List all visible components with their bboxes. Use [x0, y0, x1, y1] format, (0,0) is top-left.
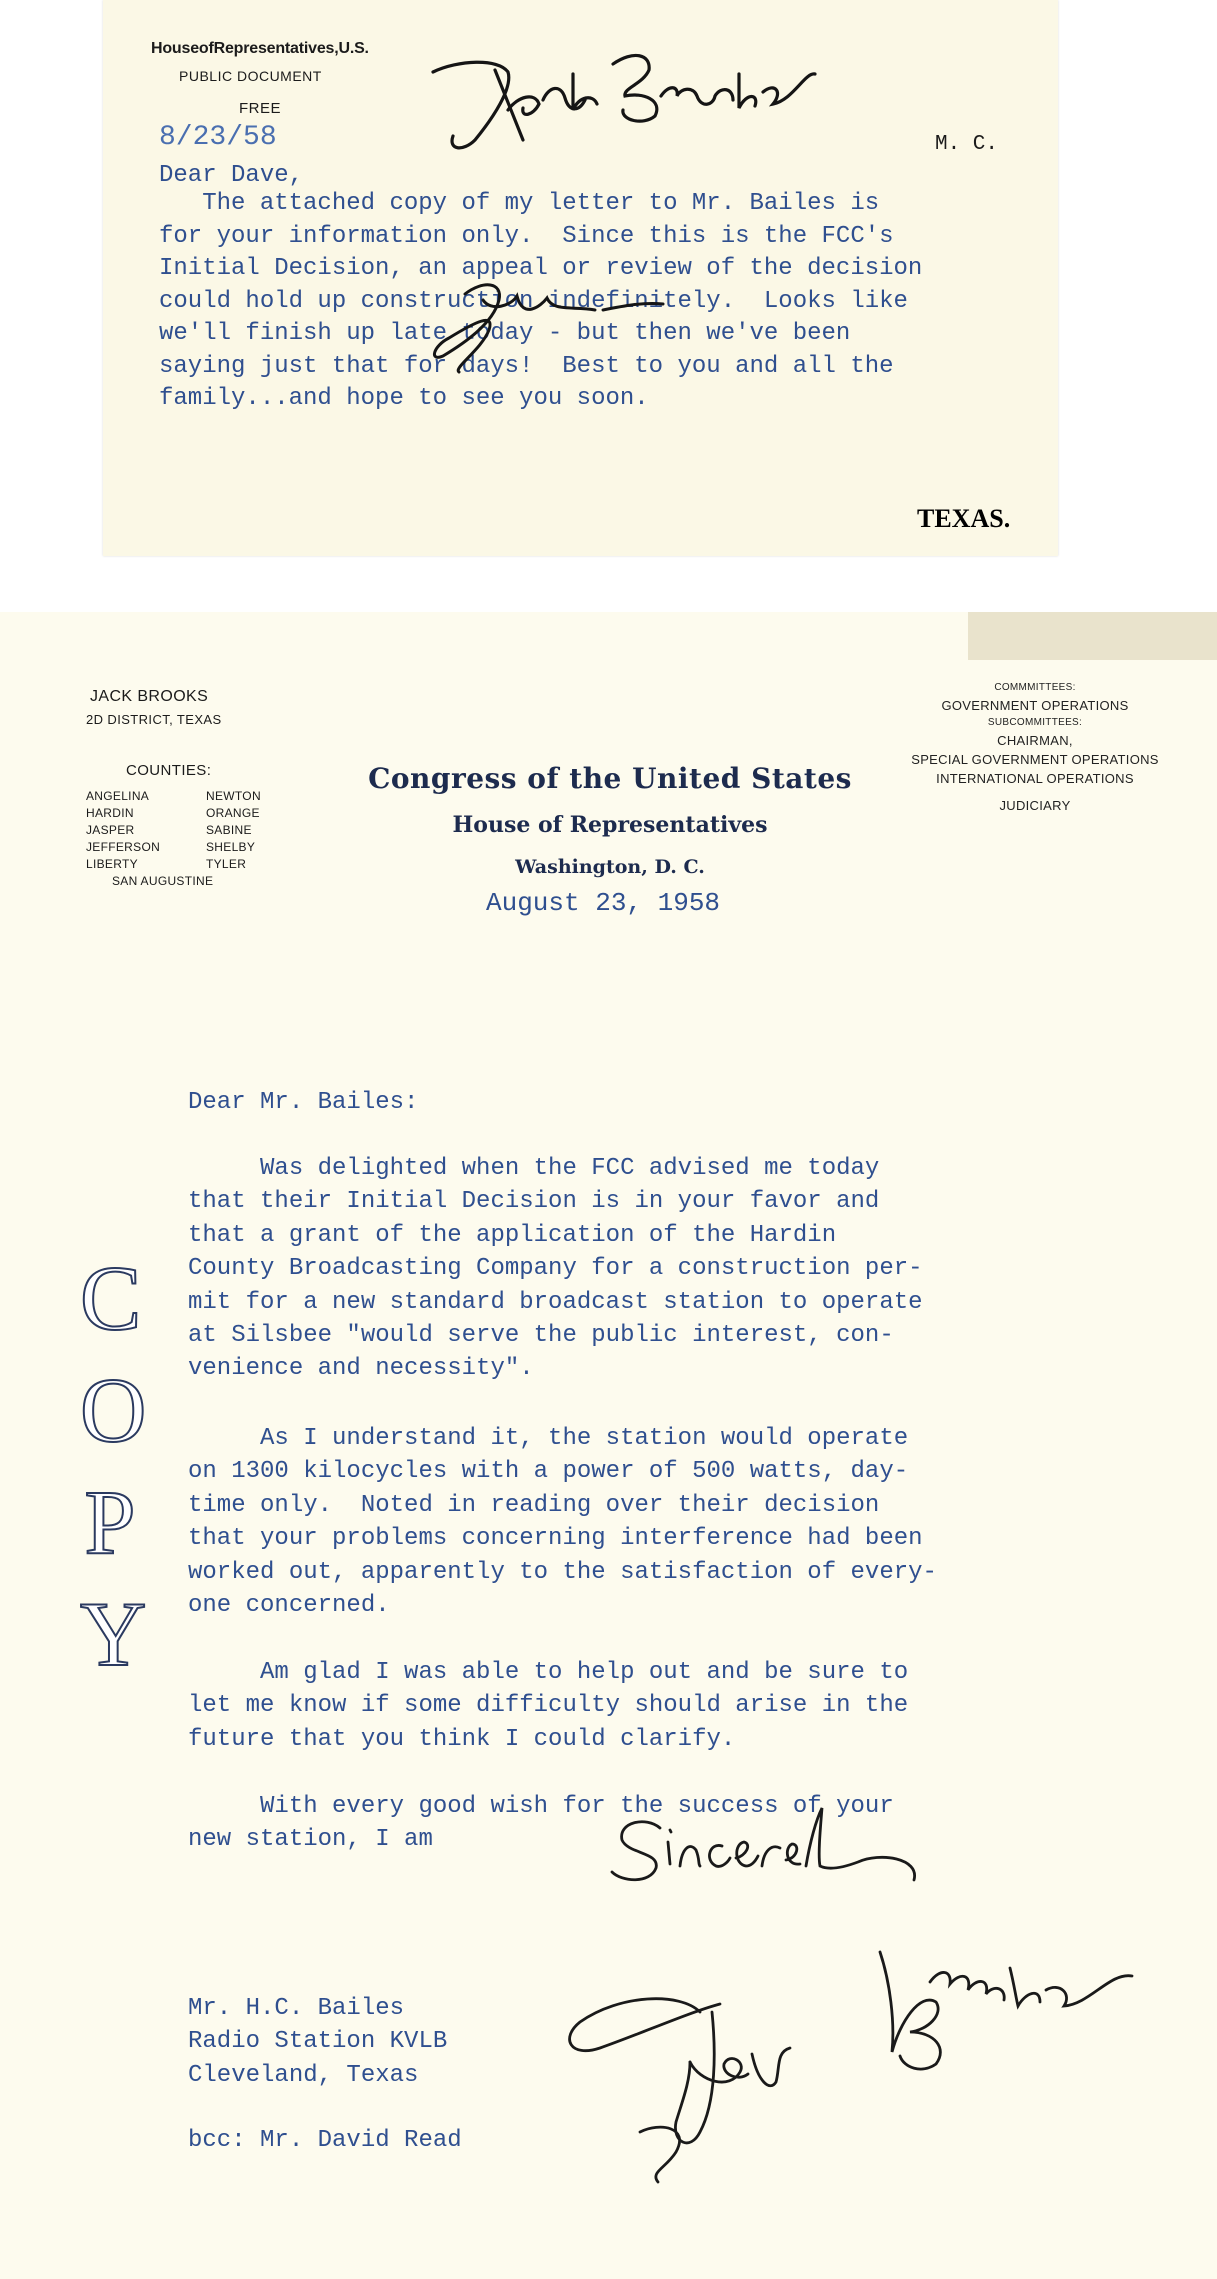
- committee-item: INTERNATIONAL OPERATIONS: [936, 771, 1134, 786]
- postcard-body-line: saying just that for days! Best to you and all the: [159, 352, 894, 380]
- postcard-header: HouseofRepresentatives,U.S.: [151, 40, 369, 57]
- letter-line: on 1300 kilocycles with a power of 500 watts, day-: [188, 1458, 909, 1486]
- letter-line: worked out, apparently to the satisfaction of every-: [188, 1558, 937, 1586]
- letter-line: let me know if some difficulty should arise in the: [188, 1692, 909, 1720]
- state-label: TEXAS.: [917, 504, 1011, 533]
- county: LIBERTY: [86, 857, 138, 871]
- subcommittees-title: SUBCOMMITTEES:: [987, 717, 1083, 728]
- letter-line: venience and necessity".: [188, 1355, 534, 1383]
- postcard-body-line: The attached copy of my letter to Mr. Bailes is: [159, 190, 880, 217]
- letter-line: As I understand it, the station would operate: [188, 1425, 909, 1452]
- county: JASPER: [86, 823, 135, 837]
- signature-handwriting: [570, 1952, 1132, 2182]
- copy-letter: O: [80, 1359, 147, 1461]
- postcard-body-line: could hold up construction indefinitely. Looks like: [159, 287, 908, 315]
- header-signature: [433, 55, 815, 147]
- bcc-line: bcc: Mr. David Read: [188, 2127, 462, 2154]
- letter-line: mit for a new standard broadcast station to operate: [188, 1288, 923, 1316]
- copy-letter: Y: [80, 1583, 147, 1685]
- postcard-body-line: for your information only. Since this is the FCC's: [159, 222, 894, 250]
- address-line: Mr. H.C. Bailes: [188, 1995, 405, 2022]
- letter: [0, 612, 1217, 2279]
- letterhead-district: 2D DISTRICT, TEXAS: [86, 712, 222, 727]
- committee-item: JUDICIARY: [999, 798, 1071, 813]
- address-line: Cleveland, Texas: [188, 2061, 419, 2089]
- letterhead-house: House of Representatives: [452, 812, 768, 838]
- closing-handwriting: [612, 1808, 915, 1880]
- county: ANGELINA: [86, 789, 150, 803]
- letter-handwriting: [0, 612, 1217, 2279]
- counties-title: COUNTIES:: [126, 762, 212, 779]
- letter-line: future that you think I could clarify.: [188, 1725, 736, 1753]
- county: SHELBY: [206, 840, 256, 854]
- postcard-body-line: we'll finish up late today - but then we've been: [159, 320, 851, 347]
- letterhead-name: JACK BROOKS: [90, 688, 209, 705]
- letter-line: new station, I am: [188, 1826, 433, 1854]
- county: TYLER: [206, 857, 247, 871]
- letter-salutation: Dear Mr. Bailes:: [188, 1089, 419, 1116]
- county: HARDIN: [86, 806, 134, 820]
- letter-date: August 23, 1958: [486, 888, 721, 918]
- postcard-signatures: [103, 0, 1058, 556]
- public-document-label: PUBLIC DOCUMENT: [179, 68, 322, 84]
- committee-item: SPECIAL GOVERNMENT OPERATIONS: [911, 752, 1159, 767]
- letterhead-washington: Washington, D. C.: [515, 856, 705, 878]
- postcard-date: 8/23/58: [159, 122, 277, 153]
- county: SABINE: [206, 823, 252, 837]
- letter-line: that your problems concerning interference had been: [188, 1525, 923, 1553]
- copy-letter: P: [84, 1471, 136, 1573]
- committee-item: CHAIRMAN,: [997, 733, 1073, 748]
- postcard: [103, 0, 1058, 556]
- letter-line: one concerned.: [188, 1592, 390, 1620]
- county: JEFFERSON: [86, 840, 161, 854]
- copy-letter: C: [80, 1247, 142, 1349]
- free-label: FREE: [239, 100, 282, 117]
- letter-line: that a grant of the application of the Hardin: [188, 1221, 837, 1249]
- county: SAN AUGUSTINE: [112, 874, 214, 888]
- letter-line: at Silsbee "would serve the public interest, con-: [188, 1322, 894, 1350]
- postcard-body-line: Initial Decision, an appeal or review of the decision: [159, 255, 923, 282]
- mc-label: M. C.: [935, 133, 999, 156]
- county: ORANGE: [206, 806, 260, 820]
- address-line: Radio Station KVLB: [188, 2028, 448, 2056]
- county: NEWTON: [206, 789, 261, 803]
- letterhead-congress: Congress of the United States: [368, 762, 852, 795]
- letter-line: Am glad I was able to help out and be sure to: [188, 1659, 909, 1686]
- postcard-salutation: Dear Dave,: [159, 162, 304, 189]
- letter-line: time only. Noted in reading over their decision: [188, 1491, 880, 1519]
- letter-line: County Broadcasting Company for a construction per-: [188, 1255, 923, 1283]
- letter-line: that their Initial Decision is in your favor and: [188, 1188, 880, 1216]
- postcard-body-line: family...and hope to see you soon.: [159, 385, 649, 412]
- committees-title: COMMMITTEES:: [994, 682, 1076, 693]
- letter-line: Was delighted when the FCC advised me today: [188, 1155, 880, 1182]
- letter-line: With every good wish for the success of your: [188, 1793, 894, 1820]
- postcard-initial-signature: [434, 285, 663, 372]
- committee-item: GOVERNMENT OPERATIONS: [941, 698, 1129, 713]
